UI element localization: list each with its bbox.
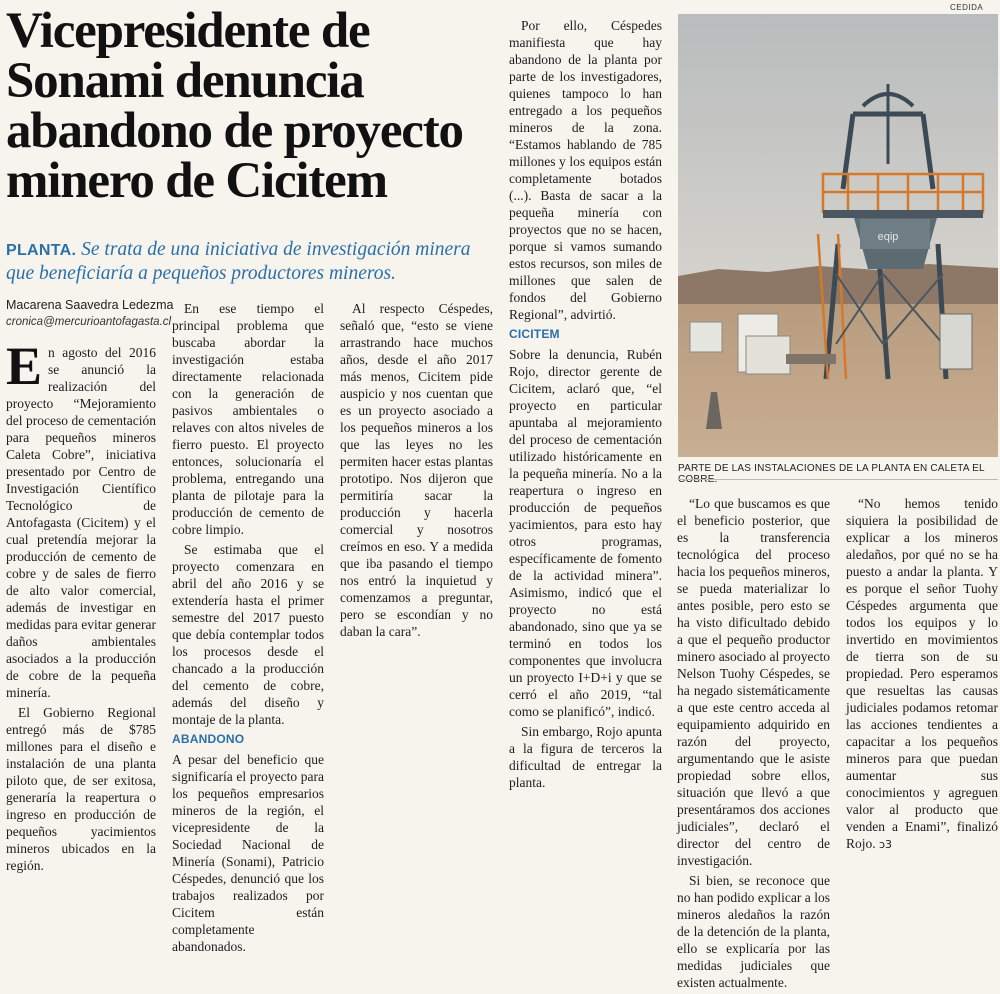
paragraph: Si bien, se reconoce que no han podido explicar a los mineros aledaños la razón de la detención de la planta, ello se explicaría por las medidas judiciales que existen actualmente. (677, 873, 830, 990)
paragraph-text: “No hemos tenido siquiera la posibilidad de explicar a los mineros aledaños, por qué no se ha puesto a andar la planta. Y es porque el señor Tuohy Céspedes argumenta que todos los equipos y lo invertido en movimientos de tierra son de su propiedad. Pero esperamos que resueltas las causas judiciales podamos retomar las acciones tendientes a capacitar a los pequeños mineros para que puedan aumentar sus conocimientos y agreguen valor al producto que venden a Enami”, finalizó Rojo. (846, 496, 998, 851)
photo-credit: CEDIDA (950, 3, 984, 12)
paragraph: A pesar del beneficio que significaría el proyecto para los pequeños empresarios mineros de la región, el vicepresidente de la Sociedad Nacional de Minería (Sonami), Patricio Céspedes, denunció que los trabajos realizados por Cicitem están completamente abandonados. (172, 752, 324, 954)
paragraph: Por ello, Céspedes manifiesta que hay abandono de la planta por parte de los investigadores, quienes tampoco lo han entregado a los pequeños mineros de la zona. “Estamos hablando de 785 millones y los equipos están completamente botados (...). Basta de sacar a la pequeña minería con proyectos que no se hacen, porque si vamos sumando estos recursos, son miles de millones que salen de fondos del Gobierno Regional”, advirtió. (509, 18, 662, 322)
plant-photo (678, 14, 998, 457)
article-column-1 (6, 336, 156, 877)
ibc-tank (690, 322, 722, 352)
subhead-cicitem: CICITEM (509, 327, 560, 341)
plant-label: eqip (877, 231, 899, 243)
caption-rule (678, 479, 998, 480)
byline: Macarena Saavedra Ledezma (6, 298, 174, 312)
ibc-tank (746, 336, 790, 374)
article-column-6 (846, 495, 998, 856)
drop-cap: E (6, 336, 43, 396)
end-mark-icon: ↄ3 (879, 838, 893, 851)
subhead-abandono: ABANDONO (172, 732, 245, 746)
paragraph-text: n agosto del 2016 se anunció la realización del proyecto “Mejoramiento del proceso de cementación para pequeños mineros Caleta Cobre”, iniciativa presentado por Centro de Investigación Científico Tecnológico de Antofagasta (Cicitem) y el cual pretendía mejorar la producción de cemento de cobre y de sales de fierro de alto valor comercial, además de investigar en medidas para evitar generar daños ambientales asociados a la producción de cobre de la pequeña minería. (6, 345, 156, 700)
paragraph (846, 495, 998, 853)
paragraph: Al respecto Céspedes, señaló que, “esto se viene arrastrando hace muchos años, desde el año 2017 más menos, Cicitem pide auspicio y nos cuentan que es un proyecto asociado a los pequeños mineros a los que las leyes no les permiten hacer estas plantas prototipo. Nos dijeron que permitiría sacar la producción y hacerla comercial y nosotros creímos en eso. Y a medida que iba pasando el tiempo nos entró la inquietud y comenzamos a preguntar, pero se escondían y no daban la cara”. (340, 301, 493, 639)
deck-text: Se trata de una iniciativa de investigación minera que beneficiaría a pequeños productores mineros. (6, 239, 471, 284)
photo-caption: PARTE DE LAS INSTALACIONES DE LA PLANTA EN CALETA EL (678, 463, 985, 474)
paragraph: Sin embargo, Rojo apunta a la figura de terceros la dificultad de entregar la planta. (509, 724, 662, 790)
headline: Vicepresidente de Sonami denuncia abandono de proyecto minero de Cicitem (6, 3, 463, 209)
plant-illustration (678, 14, 998, 457)
paragraph: El Gobierno Regional entregó más de $785 millones para el diseño e instalación de una planta piloto que, de ser exitosa, generaría la reapertura o ingreso en producción de pequeños yacimientos mineros ubicados en la región. (6, 705, 156, 873)
paragraph: En ese tiempo el principal problema que buscaba abordar la investigación estaba directamente relacionada con la generación de pasivos ambientales o relaves con altos niveles de fierro puesto. El proyecto entonces, solucionaría el problema, entregando una planta de pilotaje para la producción de cemento de cobre limpio. (172, 301, 324, 537)
paragraph: Sobre la denuncia, Rubén Rojo, director gerente de Cicitem, aclaró que, “el proyecto en particular apuntaba al mejoramiento del proceso de cementación utilizado históricamente en la pequeña minería. No a la reapertura o ingreso en producción de pequeños yacimientos, para esto hay otros programas, específicamente de fomento de la actividad minera”. Asimismo, indicó que el proyecto no está abandonado, sino que ya se terminó en todos los componentes que involucra un proyecto I+D+i y que se cerró el año 2019, “tal como se planificó”, indicó. (509, 347, 662, 719)
paragraph: Se estimaba que el proyecto comenzara en abril del año 2016 y se extendería hasta el primer semestre del 2017 puesto que debía contemplar todos los procesos desde el chancado a la producción del cemento de cobre, además del diseño y montaje de la planta. (172, 542, 324, 727)
article-column-3 (340, 300, 493, 643)
paragraph: “Lo que buscamos es que el beneficio posterior, que es la transferencia tecnológica del proceso hacia los pequeños mineros, se pueda materializar lo antes posible, pero esto se ha visto dificultado debido a que el pequeño productor minero asociado al proyecto Nelson Tuohy Céspedes, se ha negado sistemáticamente a que este centro acceda al equipamiento adquirido en razón del proyecto, argumentando que le asiste propiedad sobre ellos, situación que llevó a que presentáramos dos acciones judiciales”, declaró el director del centro de investigación. (677, 496, 830, 868)
article-column-4 (509, 17, 662, 794)
article-column-2 (172, 300, 324, 958)
control-box (940, 314, 972, 369)
deck (6, 238, 496, 285)
article-column-5 (677, 495, 830, 994)
paragraph (6, 336, 156, 701)
deck-tag: PLANTA. (6, 242, 77, 259)
author-email[interactable]: cronica@mercurioantofagasta.cl (6, 316, 172, 328)
